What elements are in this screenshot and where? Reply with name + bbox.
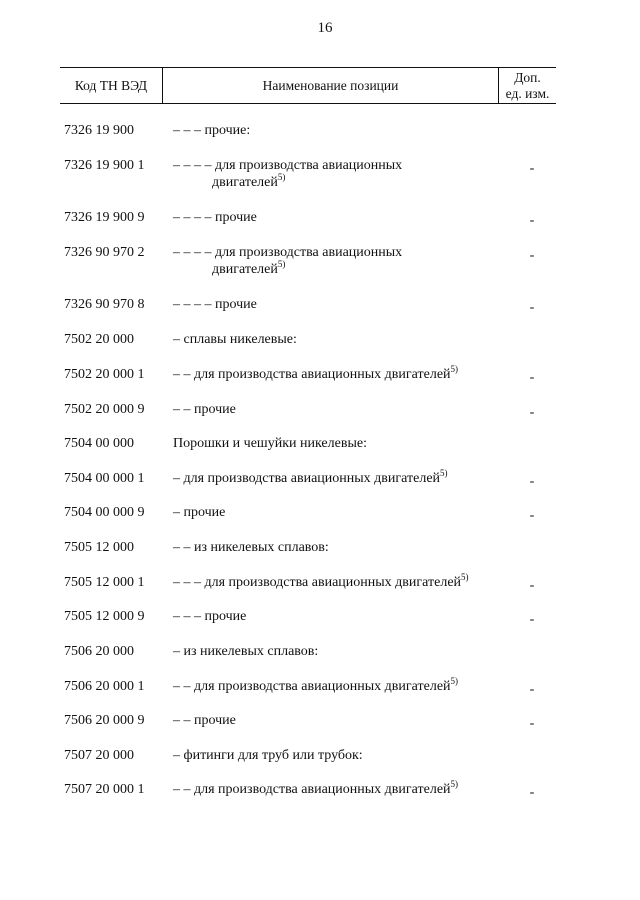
row-dash-prefix: – <box>173 332 184 347</box>
row-name <box>173 643 503 660</box>
row-name-text: для производства авиационных <box>215 245 403 260</box>
row-unit: - <box>529 578 535 593</box>
column-header-code: Код ТН ВЭД <box>60 68 163 103</box>
row-dash-prefix: – – <box>173 402 194 417</box>
row-name <box>173 747 503 764</box>
row-code: 7506 20 000 9 <box>64 713 145 728</box>
row-name <box>173 678 503 695</box>
row-code: 7326 90 970 2 <box>64 245 145 260</box>
row-name-text: для производства авиационных двигателей <box>183 471 441 486</box>
row-name-text: прочие <box>215 210 257 225</box>
row-code: 7326 19 900 <box>64 123 134 138</box>
footnote-marker: 5) <box>461 572 469 582</box>
row-name-text: для производства авиационных <box>215 158 403 173</box>
row-code: 7506 20 000 1 <box>64 679 145 694</box>
row-dash-prefix: – – – <box>173 575 205 590</box>
row-code: 7504 00 000 1 <box>64 471 145 486</box>
row-name <box>173 435 503 452</box>
row-name-text: Порошки и чешуйки никелевые: <box>173 436 367 451</box>
column-header-unit-line2: ед. изм. <box>505 85 550 101</box>
row-name-text: из никелевых сплавов: <box>194 540 329 555</box>
row-dash-prefix: – <box>173 505 184 520</box>
row-dash-prefix: – – – <box>173 609 205 624</box>
row-name <box>173 401 503 418</box>
row-name-text: из никелевых сплавов: <box>183 644 319 659</box>
row-name <box>173 296 503 313</box>
row-dash-prefix: – <box>173 748 184 763</box>
row-dash-prefix: – – <box>173 540 194 555</box>
row-dash-prefix: – – <box>173 679 194 694</box>
row-name-text: прочие <box>215 297 257 312</box>
row-name <box>173 504 503 521</box>
row-name-text: для производства авиационных двигателей <box>194 679 451 694</box>
row-name-text: для производства авиационных двигателей <box>194 367 451 382</box>
row-name <box>173 574 503 591</box>
row-name <box>173 331 503 348</box>
footnote-marker: 5) <box>277 259 286 269</box>
row-dash-prefix: – – <box>173 782 194 797</box>
row-dash-prefix: – – – <box>173 123 205 138</box>
row-dash-prefix: – – – – <box>173 245 215 260</box>
row-dash-prefix: – <box>173 471 184 486</box>
row-unit: - <box>529 474 535 489</box>
row-code: 7504 00 000 <box>64 436 134 451</box>
row-code: 7507 20 000 <box>64 748 134 763</box>
row-code: 7505 12 000 9 <box>64 609 145 624</box>
row-name-text: прочие <box>194 713 236 728</box>
row-dash-prefix: – – <box>173 713 194 728</box>
row-code: 7326 90 970 8 <box>64 297 145 312</box>
footnote-marker: 5) <box>450 364 459 374</box>
row-name-text: прочие <box>194 402 236 417</box>
row-name <box>173 781 503 798</box>
row-name-continuation <box>173 174 503 191</box>
row-dash-prefix: – – – – <box>173 158 215 173</box>
row-name <box>173 244 503 278</box>
row-name-continuation <box>173 261 503 278</box>
row-unit: - <box>529 682 535 697</box>
row-dash-prefix: – – – – <box>173 297 215 312</box>
footnote-marker: 5) <box>450 676 459 686</box>
row-code: 7502 20 000 <box>64 332 134 347</box>
row-unit: - <box>529 716 535 731</box>
row-unit: - <box>529 370 535 385</box>
row-name-text-line2: двигателей <box>212 175 278 190</box>
row-name <box>173 608 503 625</box>
row-name-text: прочие <box>204 609 247 624</box>
row-dash-prefix: – <box>173 644 184 659</box>
row-name-text: прочие <box>183 505 226 520</box>
row-unit: - <box>529 161 535 176</box>
row-code: 7326 19 900 9 <box>64 210 145 225</box>
row-name-text: сплавы никелевые: <box>183 332 297 347</box>
footnote-marker: 5) <box>440 468 448 478</box>
row-code: 7507 20 000 1 <box>64 782 145 797</box>
row-name <box>173 366 503 383</box>
row-name <box>173 209 503 226</box>
row-name <box>173 470 503 487</box>
row-name <box>173 122 503 139</box>
column-header-unit-line1: Доп. <box>514 69 541 85</box>
row-name <box>173 539 503 556</box>
row-name-text: фитинги для труб или трубок: <box>183 748 363 763</box>
row-name-text: для производства авиационных двигателей <box>204 575 462 590</box>
row-code: 7505 12 000 <box>64 540 134 555</box>
column-header-name: Наименование позиции <box>163 68 499 103</box>
row-dash-prefix: – – – – <box>173 210 215 225</box>
row-unit: - <box>529 405 535 420</box>
footnote-marker: 5) <box>277 172 286 182</box>
row-name-text: прочие: <box>204 123 251 138</box>
row-code: 7502 20 000 1 <box>64 367 145 382</box>
row-unit: - <box>529 785 535 800</box>
row-code: 7505 12 000 1 <box>64 575 145 590</box>
row-code: 7506 20 000 <box>64 644 134 659</box>
row-code: 7326 19 900 1 <box>64 158 145 173</box>
row-code: 7502 20 000 9 <box>64 402 145 417</box>
row-dash-prefix: – – <box>173 367 194 382</box>
row-code: 7504 00 000 9 <box>64 505 145 520</box>
row-unit: - <box>529 248 535 263</box>
row-unit: - <box>529 300 535 315</box>
row-name <box>173 157 503 191</box>
footnote-marker: 5) <box>450 779 459 789</box>
row-name-text: для производства авиационных двигателей <box>194 782 451 797</box>
page-number: 16 <box>317 20 333 36</box>
row-unit: - <box>529 612 535 627</box>
row-name <box>173 712 503 729</box>
row-name-text-line2: двигателей <box>212 262 278 277</box>
row-unit: - <box>529 213 535 228</box>
row-unit: - <box>529 508 535 523</box>
